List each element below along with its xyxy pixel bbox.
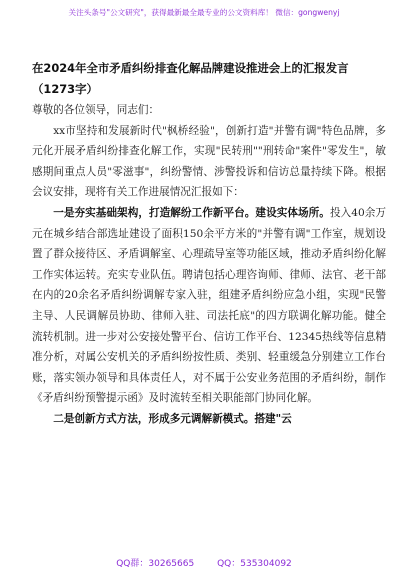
paragraph-platform [32,203,386,409]
document-title: 在2024年全市矛盾纠纷排查化解品牌建设推进会上的汇报发言（1273字） [32,61,349,96]
paragraph-methods [32,409,386,430]
paragraph-platform-body: 投入40余万元在城乡结合部选址建设了面积150余平方米的"并警有调"工作室，规划设置了群众接待区、矛盾调解室、心理疏导室等功能区域，推动矛盾纠纷化解工作实体运转。充实专业队伍。聘请包括心理咨询师、律师、法官、老干部在内的20余名矛盾纠纷调解专家入驻，组建矛盾纠纷应急小组，实现"民警主导、人民调解员协助、律师入驻、司法托底"的四方联调化解功能。健全流转机制。进一步对公安接处警平台、信访工作平台、12345热线等信息精准分析，对属公安机关的矛盾纠纷按性质、类别、轻重缓急分别建立工作台账，落实领办领导和具体责任人，对不属于公安业务范围的矛盾纠纷，制作《矛盾纠纷预警提示函》及时流转至相关职能部门协同化解。 [32,206,386,405]
document-body [32,100,386,430]
footer-contacts [0,556,408,572]
paragraph-platform-lead: 一是夯实基础架构，打造解纷工作新平台。建设实体场所。 [53,206,330,219]
banner-text: 关注头条号"公文研究"，获得最新最全最专业的公文资料库！ 微信：gongwenyj [68,8,340,17]
footer-qq: QQ：535304092 [217,559,292,569]
paragraph-methods-lead: 二是创新方式方法，形成多元调解新模式。搭建"云 [53,412,292,425]
salutation: 尊敬的各位领导，同志们： [32,104,160,116]
footer-qq-group: QQ群：30265665 [116,559,195,569]
paragraph-intro: xx市坚持和发展新时代"枫桥经验"，创新打造"并警有调"特色品牌，多元化开展矛盾纠纷排查化解工作，实现"民转刑""刑转命"案件"零发生"，敏感期间重点人员"零滋事"，纠纷警情、涉警投诉和信访总量持续下降。根据会议安排，现将有关工作进展情况汇报如下： [32,124,386,199]
top-banner [0,4,408,22]
